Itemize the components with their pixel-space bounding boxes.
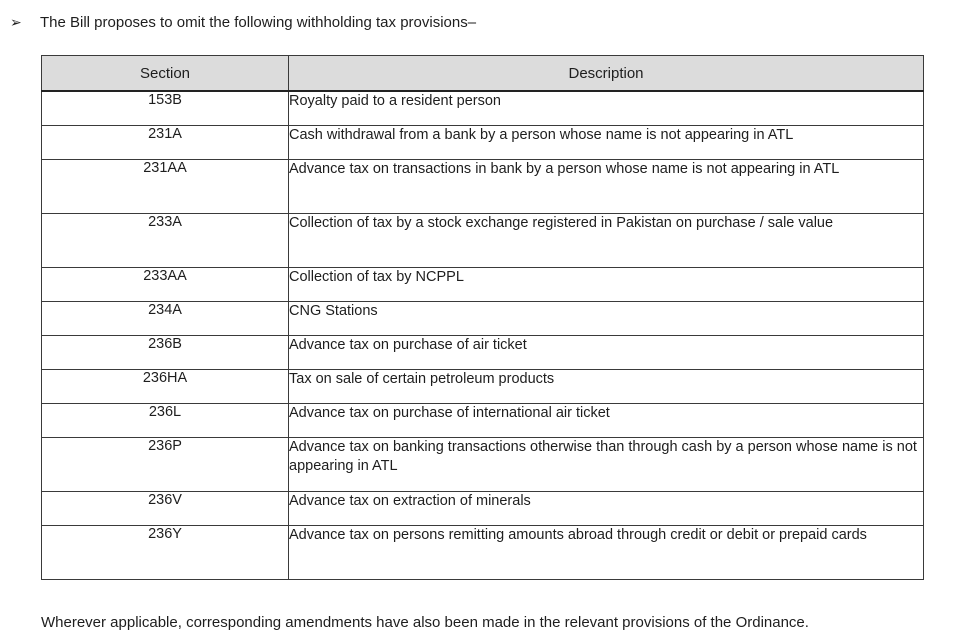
table-row (42, 437, 924, 491)
table-row (42, 335, 924, 369)
section-cell: 153B (42, 91, 289, 125)
table-row (42, 267, 924, 301)
description-cell: Advance tax on purchase of international air ticket (289, 403, 924, 437)
description-cell: Advance tax on purchase of air ticket (289, 335, 924, 369)
section-cell: 236P (42, 437, 289, 491)
section-cell: 236Y (42, 525, 289, 579)
table-row (42, 301, 924, 335)
description-cell: Advance tax on persons remitting amounts abroad through credit or debit or prepaid cards (289, 525, 924, 579)
table-row (42, 525, 924, 579)
section-cell: 234A (42, 301, 289, 335)
description-cell: Advance tax on transactions in bank by a person whose name is not appearing in ATL (289, 159, 924, 213)
intro-text: The Bill proposes to omit the following withholding tax provisions– (40, 14, 477, 31)
table-header-row (42, 56, 924, 92)
table-row (42, 369, 924, 403)
table-row (42, 159, 924, 213)
section-cell: 233AA (42, 267, 289, 301)
section-cell: 231A (42, 125, 289, 159)
table-row (42, 125, 924, 159)
description-cell: Advance tax on banking transactions otherwise than through cash by a person whose name is not appearing in ATL (289, 437, 924, 491)
description-cell: Collection of tax by NCPPL (289, 267, 924, 301)
description-cell: CNG Stations (289, 301, 924, 335)
section-cell: 236V (42, 491, 289, 525)
section-cell: 236L (42, 403, 289, 437)
section-cell: 233A (42, 213, 289, 267)
table-row (42, 403, 924, 437)
table-row (42, 91, 924, 125)
description-cell: Tax on sale of certain petroleum products (289, 369, 924, 403)
arrow-bullet-icon: ➢ (10, 14, 22, 30)
section-cell: 236B (42, 335, 289, 369)
description-cell: Royalty paid to a resident person (289, 91, 924, 125)
table-row (42, 491, 924, 525)
footer-note: Wherever applicable, corresponding amendments have also been made in the relevant provisions of the Ordinance. (41, 614, 809, 631)
column-header-section: Section (42, 56, 289, 92)
withholding-provisions-table (41, 55, 924, 580)
table-row (42, 213, 924, 267)
section-cell: 231AA (42, 159, 289, 213)
description-cell: Advance tax on extraction of minerals (289, 491, 924, 525)
intro-line (10, 14, 476, 31)
section-cell: 236HA (42, 369, 289, 403)
description-cell: Collection of tax by a stock exchange registered in Pakistan on purchase / sale value (289, 213, 924, 267)
description-cell: Cash withdrawal from a bank by a person whose name is not appearing in ATL (289, 125, 924, 159)
column-header-description: Description (289, 56, 924, 92)
